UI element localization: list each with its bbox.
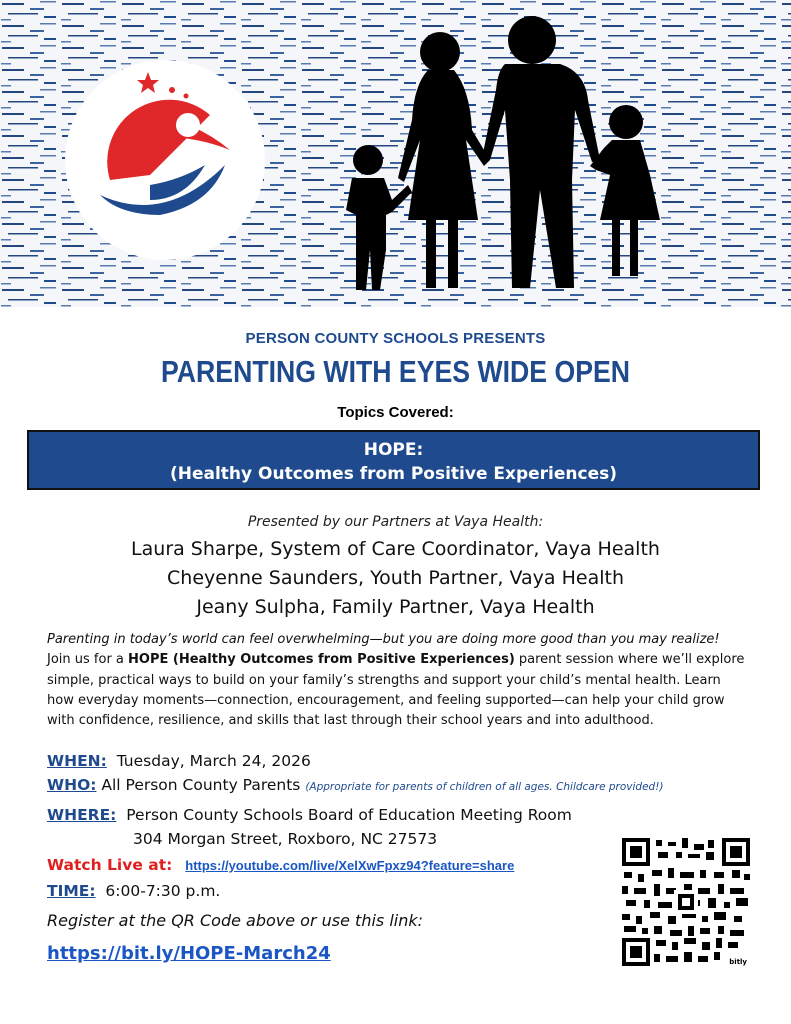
who-note: (Appropriate for parents of children of all ages. Childcare provided!) (305, 781, 664, 793)
presenter-name: Jeany Sulpha, Family Partner, Vaya Health (196, 596, 595, 618)
description-paragraph (47, 630, 747, 731)
watch-label: Watch Live at: (47, 856, 173, 874)
register-text: Register at the QR Code above or use this link: (47, 911, 424, 930)
banner-graphic (0, 0, 791, 307)
time-label: TIME: (47, 882, 96, 900)
who-label: WHO: (47, 776, 97, 794)
presenter-name: Laura Sharpe, System of Care Coordinator, Vaya Health (131, 538, 660, 560)
where-row (47, 806, 572, 824)
where-line1: Person County Schools Board of Education Meeting Room (126, 806, 572, 824)
time-row (47, 882, 220, 900)
qr-badge: bitly (729, 958, 747, 966)
who-row (47, 776, 664, 794)
description-lead: Parenting in today’s world can feel overwhelming—but you are doing more good than you may realize! (47, 632, 720, 647)
school-logo (65, 60, 265, 260)
when-label: WHEN: (47, 752, 107, 770)
topics-label: Topics Covered: (337, 404, 454, 421)
time-value: 6:00-7:30 p.m. (105, 882, 221, 900)
watch-row (47, 856, 514, 874)
description-emphasis: HOPE (Healthy Outcomes from Positive Experiences) (128, 652, 515, 668)
description-text: Join us for a (47, 652, 129, 668)
where-address: 304 Morgan Street, Roxboro, NC 27573 (133, 830, 438, 848)
when-value: Tuesday, March 24, 2026 (116, 752, 311, 770)
header-banner (0, 0, 791, 307)
description-text: parent session where we’ll explore simple, practical ways to build on your family’s strengths and support your child’s mental health. Learn how everyday moments—connection, encouragement, and feeling supported—can help your child grow with confidence, resilience, and skills that last through their school years and into adulthood. (47, 652, 745, 729)
topic-banner (27, 430, 760, 490)
presenters-intro: Presented by our Partners at Vaya Health: (247, 514, 544, 530)
topic-subtitle: (Healthy Outcomes from Positive Experiences) (169, 464, 618, 484)
register-link[interactable]: https://bit.ly/HOPE-March24 (47, 943, 331, 964)
qr-code-graphic (622, 838, 750, 966)
when-row (47, 752, 311, 770)
where-label: WHERE: (47, 806, 117, 824)
stream-link[interactable]: https://youtube.com/live/XelXwFpxz94?feature=share (185, 858, 515, 873)
page-title: PARENTING WITH EYES WIDE OPEN (160, 354, 631, 389)
who-value: All Person County Parents (101, 776, 301, 794)
topic-title: HOPE: (363, 440, 424, 460)
qr-code[interactable] (622, 838, 750, 966)
presenter-org: PERSON COUNTY SCHOOLS PRESENTS (245, 330, 546, 347)
presenter-name: Cheyenne Saunders, Youth Partner, Vaya Health (167, 567, 624, 589)
